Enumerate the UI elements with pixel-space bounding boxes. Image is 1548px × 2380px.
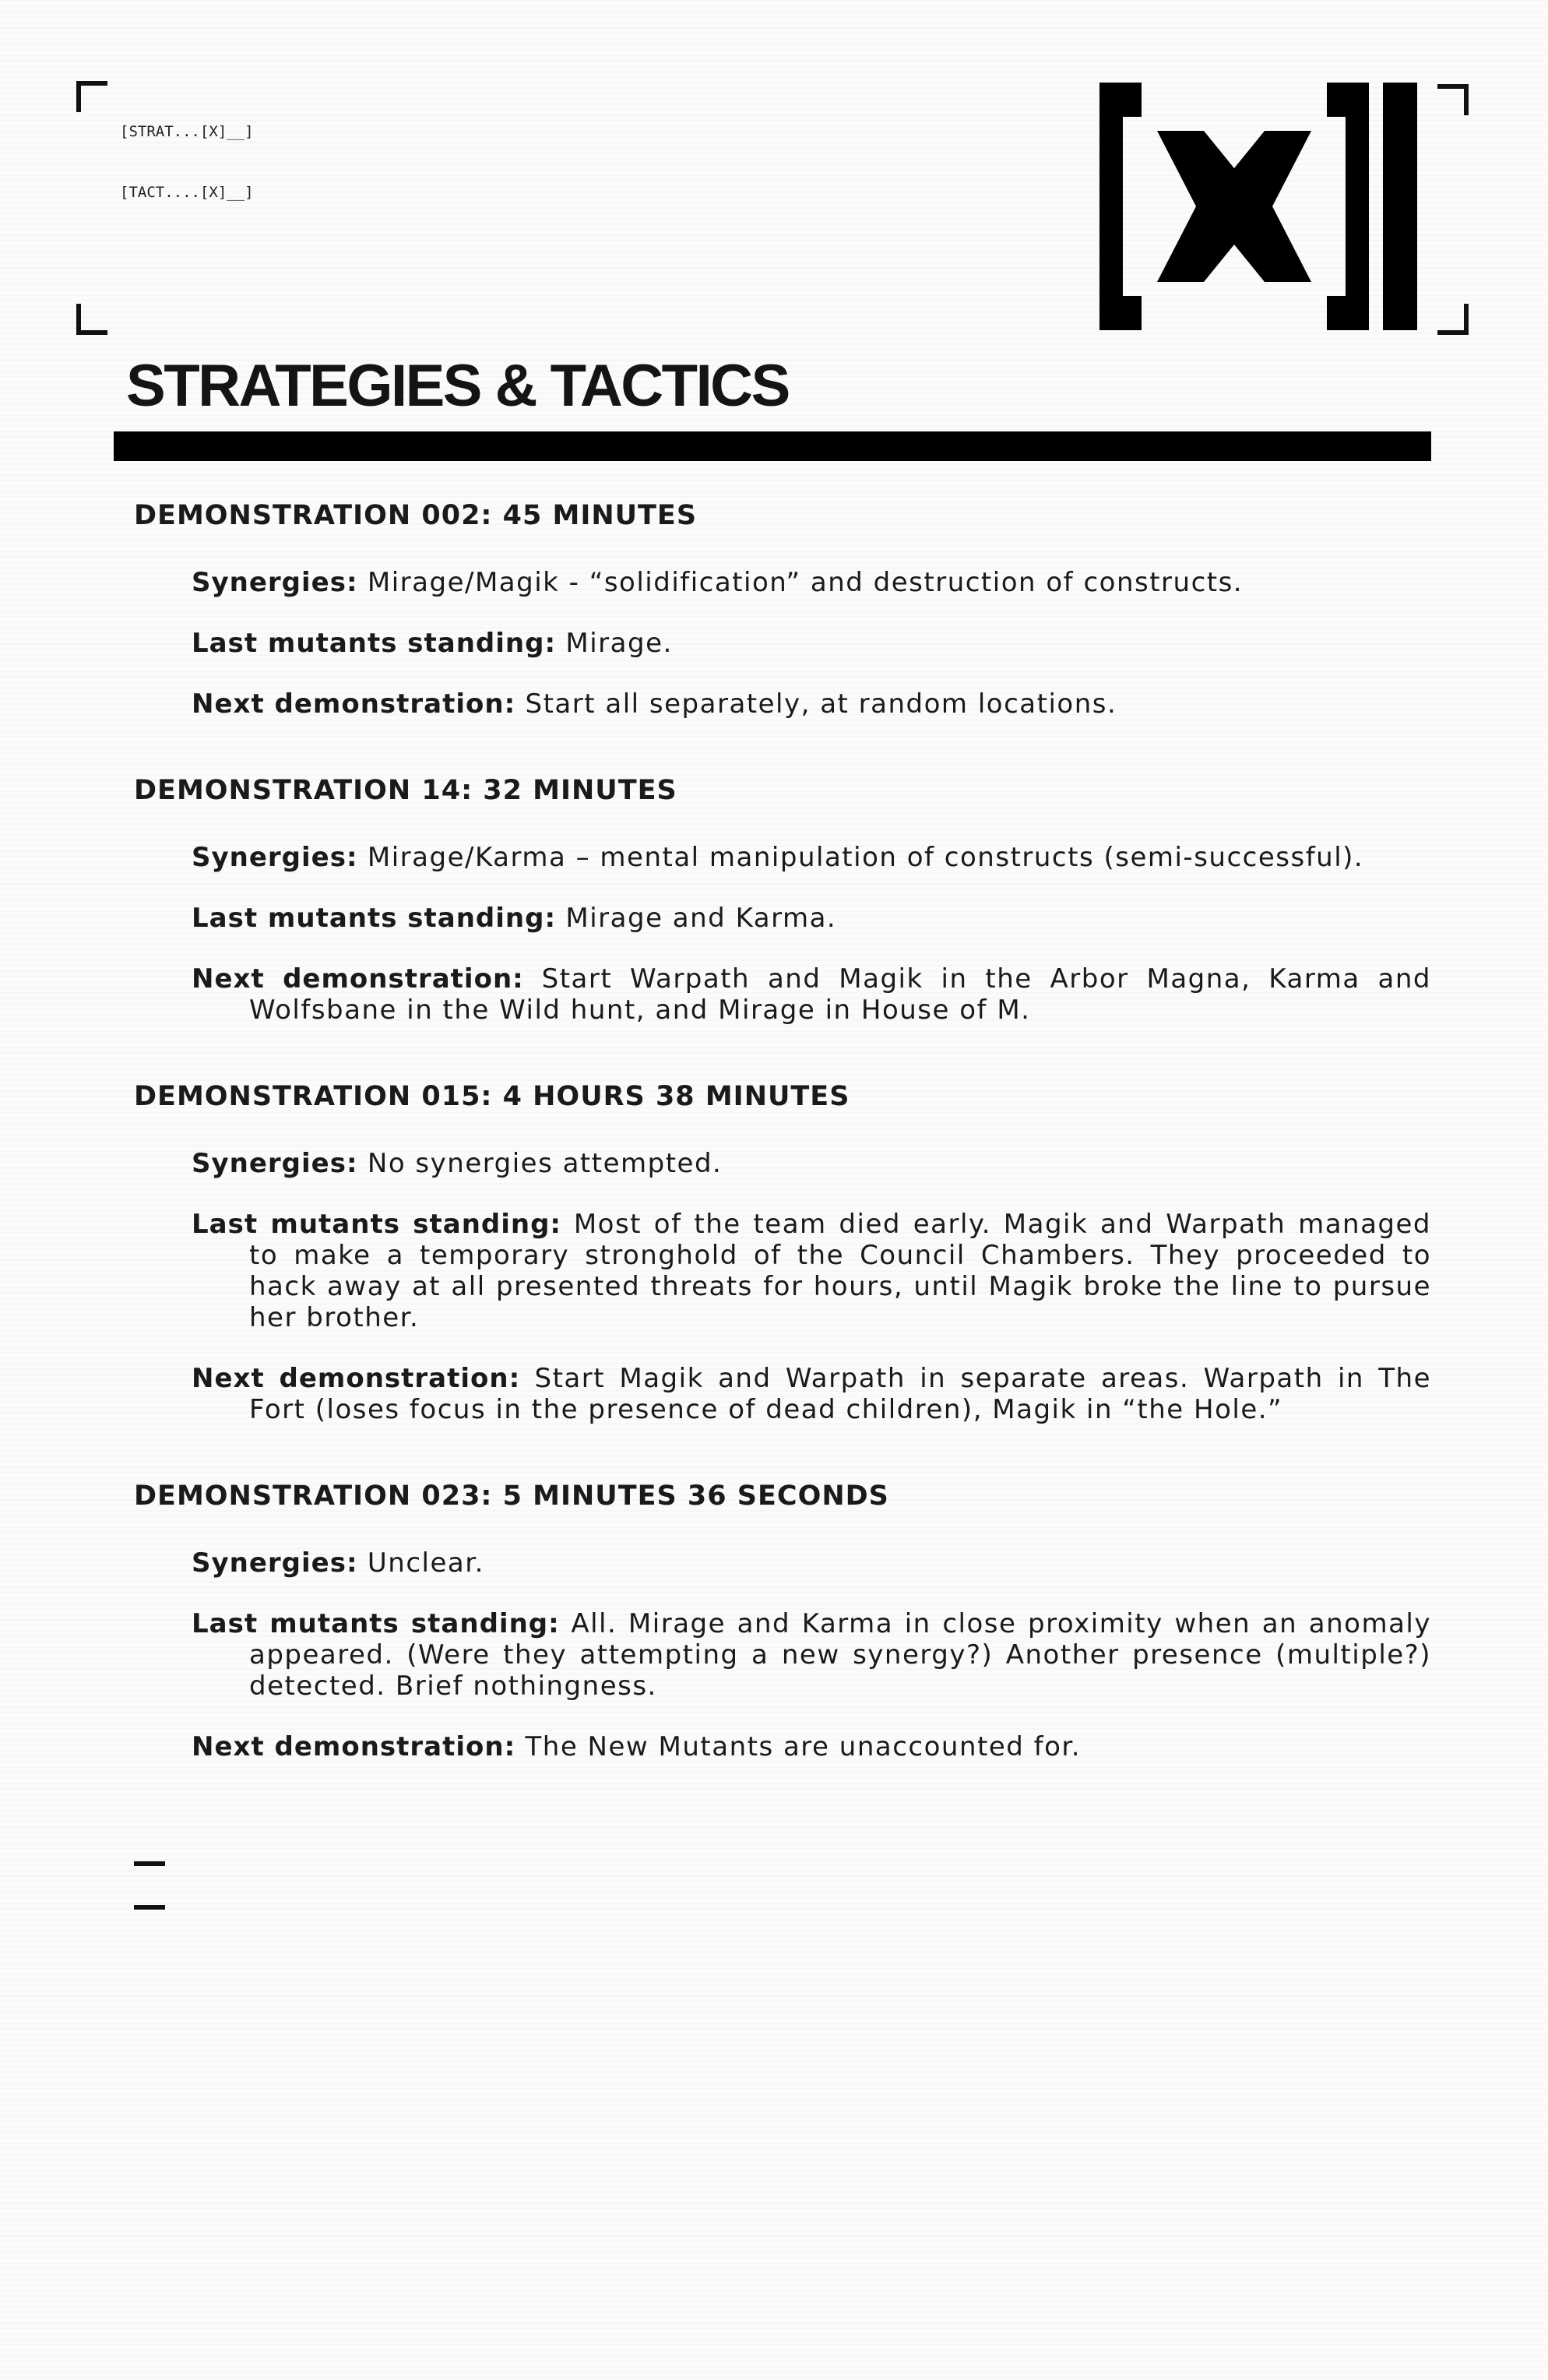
last-mutants-standing-entry [192,1608,1431,1702]
demonstrations-list [134,497,1431,1815]
classification-code [120,81,254,223]
x-brackets-logo-icon [1099,83,1417,330]
entry-label: Last mutants standing: [192,628,557,659]
last-mutants-standing-entry [192,628,1431,659]
synergies-entry [192,842,1431,873]
entry-label: Next demonstration: [192,1731,516,1762]
entry-label: Next demonstration: [192,1363,521,1394]
entry-text: Mirage/Karma – mental manipulation of constructs (semi-successful). [367,842,1364,873]
entry-text: The New Mutants are unaccounted for. [525,1731,1082,1762]
entry-text: Mirage/Magik - “solidification” and destruction of constructs. [367,567,1244,598]
entry-label: Next demonstration: [192,688,516,720]
end-mark-dash [134,1905,165,1910]
demonstration-heading: DEMONSTRATION 002: 45 MINUTES [134,500,698,531]
entry-label: Next demonstration: [192,963,524,995]
demonstration-heading: DEMONSTRATION 14: 32 MINUTES [134,775,677,806]
entry-label: Synergies: [192,1547,358,1579]
demonstration-section [134,1477,1431,1762]
entry-label: Last mutants standing: [192,1209,562,1240]
synergies-entry [192,1148,1431,1179]
entry-label: Last mutants standing: [192,1608,560,1639]
entry-label: Synergies: [192,1148,358,1179]
demonstration-section [134,1078,1431,1425]
code-line: [STRAT...[X]__] [120,123,254,140]
demonstration-heading: DEMONSTRATION 015: 4 HOURS 38 MINUTES [134,1081,850,1112]
demonstration-section [134,772,1431,1026]
corner-bracket-bottom-right [1437,304,1469,335]
next-demonstration-entry [192,1363,1431,1425]
demonstration-section [134,497,1431,720]
entry-text: All. Mirage and Karma in close proximity when an anomaly appeared. (Were they attempting a new synergy?) Another presence (multiple?) detected. Brief nothingness. [249,1608,1431,1702]
synergies-entry [192,567,1431,598]
page-title: STRATEGIES & TACTICS [126,353,789,419]
entry-text: Mirage. [565,628,673,659]
synergies-entry [192,1547,1431,1579]
corner-bracket-bottom-left [76,304,107,335]
entry-label: Synergies: [192,567,358,598]
code-line: [TACT....[X]__] [120,184,254,201]
next-demonstration-entry [192,688,1431,720]
corner-bracket-top-left [76,81,107,112]
entry-text: No synergies attempted. [367,1148,723,1179]
entry-text: Start Magik and Warpath in separate areas. Warpath in The Fort (loses focus in the presence of dead children), Magik in “the Hole.” [249,1363,1431,1425]
entry-text: Unclear. [367,1547,484,1579]
last-mutants-standing-entry [192,903,1431,934]
entry-label: Last mutants standing: [192,903,557,934]
demonstration-heading: DEMONSTRATION 023: 5 MINUTES 36 SECONDS [134,1480,889,1512]
next-demonstration-entry [192,1731,1431,1762]
title-rule [114,431,1431,461]
end-mark-dash [134,1861,165,1866]
entry-label: Synergies: [192,842,358,873]
corner-bracket-top-right [1437,84,1469,115]
entry-text: Start Warpath and Magik in the Arbor Magna, Karma and Wolfsbane in the Wild hunt, and Mirage in House of M. [249,963,1432,1026]
last-mutants-standing-entry [192,1209,1431,1333]
entry-text: Start all separately, at random locations. [525,688,1117,720]
entry-text: Most of the team died early. Magik and Warpath managed to make a temporary stronghold of the Council Chambers. They proceeded to hack away at all presented threats for hours, until Magik broke the line to pursue her brother. [249,1209,1431,1333]
entry-text: Mirage and Karma. [565,903,837,934]
next-demonstration-entry [192,963,1431,1026]
